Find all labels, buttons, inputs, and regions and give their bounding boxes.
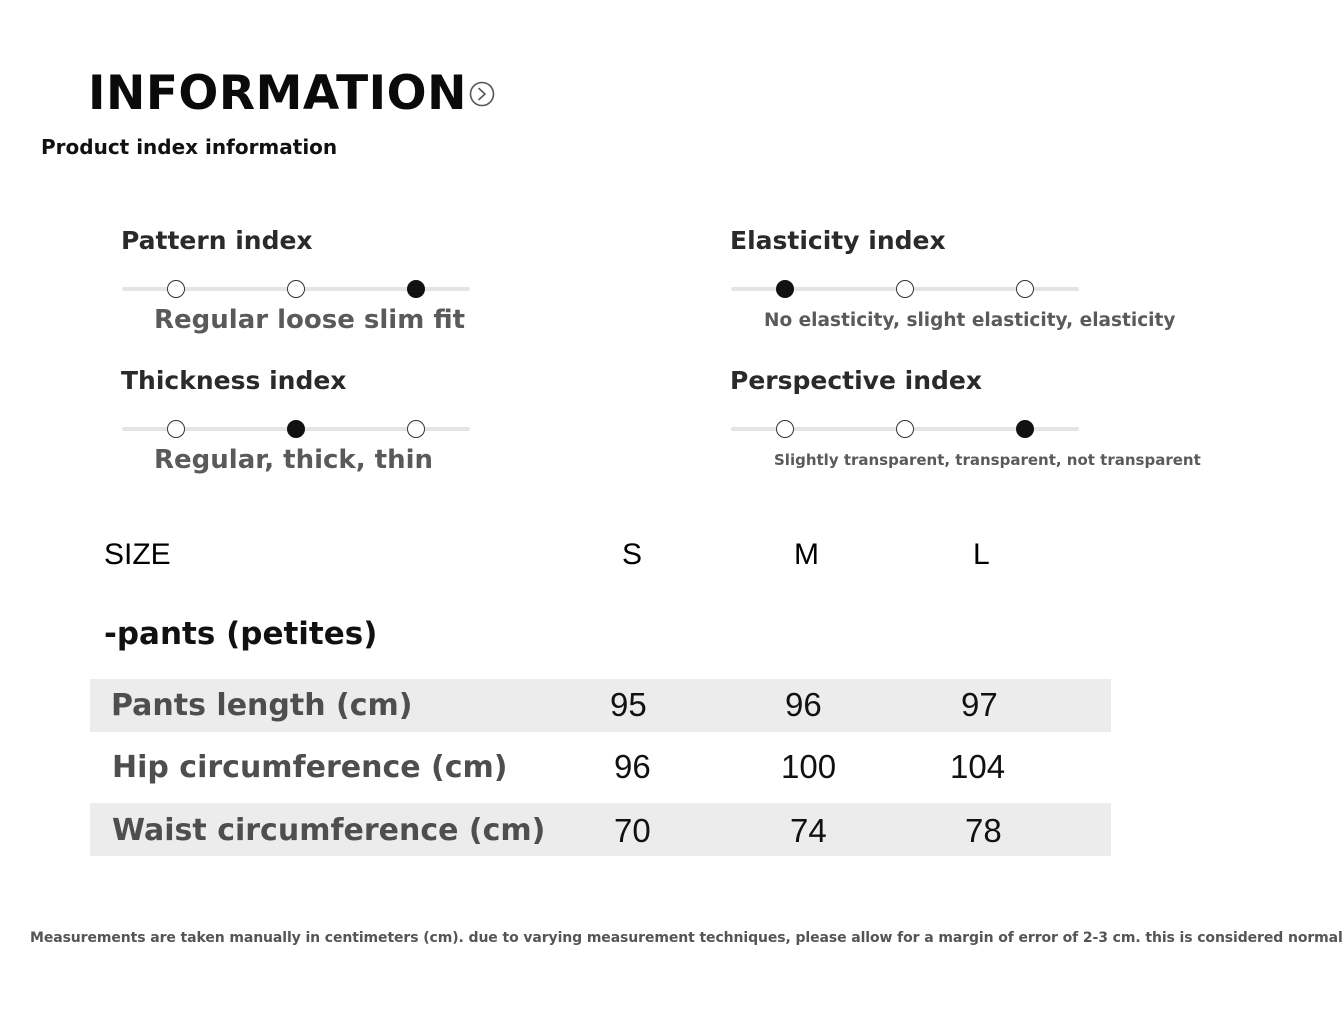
measurement-note: Measurements are taken manually in centimeters (cm). due to varying measurement techniques, please allow for a margin of error of 2-3 cm. this is considered normal: [30, 930, 1343, 946]
index-elasticity: [730, 226, 946, 255]
size-header-label: SIZE: [104, 538, 171, 571]
index-description: Regular, thick, thin: [154, 445, 434, 475]
table-cell: 97: [961, 686, 998, 723]
table-row-label: Hip circumference (cm): [112, 750, 508, 785]
table-cell: 95: [610, 686, 647, 723]
index-title: Thickness index: [121, 366, 347, 395]
index-description: No elasticity, slight elasticity, elasticity: [764, 310, 1176, 331]
size-header-l: L: [973, 538, 990, 571]
table-row-label: Waist circumference (cm): [112, 813, 546, 848]
table-cell: 96: [614, 748, 651, 785]
index-track: [731, 287, 1079, 291]
page-title: INFORMATION: [88, 66, 467, 121]
index-track: [122, 427, 470, 431]
index-dot: [896, 420, 914, 438]
index-description: Slightly transparent, transparent, not transparent: [774, 451, 1201, 469]
size-header-s: S: [622, 538, 643, 571]
group-title: -pants (petites): [104, 616, 378, 652]
index-dot-selected: [776, 280, 794, 298]
index-dot: [287, 280, 305, 298]
index-dot: [407, 420, 425, 438]
table-cell: 104: [950, 748, 1006, 785]
index-dot: [167, 280, 185, 298]
index-dot-selected: [287, 420, 305, 438]
index-dot: [1016, 280, 1034, 298]
index-pattern: [121, 226, 313, 255]
index-dot: [776, 420, 794, 438]
table-cell: 70: [614, 812, 651, 849]
table-cell: 100: [781, 748, 837, 785]
circle-chevron-right-icon[interactable]: [469, 81, 495, 107]
table-cell: 74: [790, 812, 827, 849]
index-title: Elasticity index: [730, 226, 946, 255]
index-dot-selected: [1016, 420, 1034, 438]
table-cell: 78: [965, 812, 1002, 849]
index-dot-selected: [407, 280, 425, 298]
index-thickness: [121, 366, 346, 395]
index-title: Perspective index: [730, 366, 982, 395]
table-row-label: Pants length (cm): [111, 688, 413, 723]
index-perspective: [730, 366, 982, 395]
index-description: Regular loose slim fit: [154, 305, 466, 335]
page-subtitle: Product index information: [41, 135, 338, 159]
index-track: [122, 287, 470, 291]
index-dot: [896, 280, 914, 298]
index-title: Pattern index: [121, 226, 313, 255]
size-header-m: M: [794, 538, 819, 571]
table-cell: 96: [785, 686, 822, 723]
index-dot: [167, 420, 185, 438]
index-track: [731, 427, 1079, 431]
